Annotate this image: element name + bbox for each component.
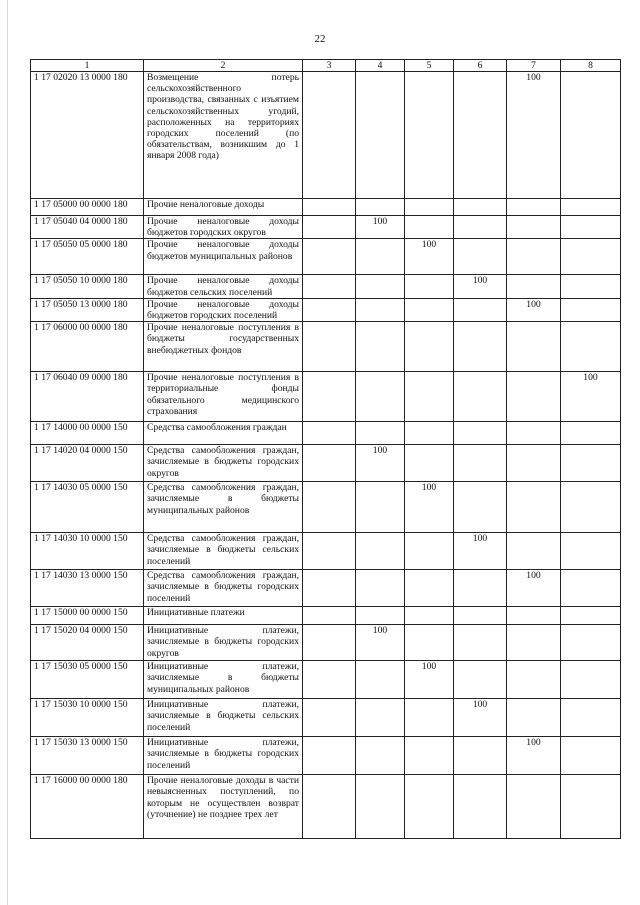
column-header-6: 6 [454,60,507,72]
table-row [31,216,621,239]
value-cell-col-3 [303,570,356,607]
value-cell-col-3 [303,482,356,533]
value-cell-col-5: 100 [405,482,454,533]
table-row [31,570,621,607]
value-cell-col-6 [454,199,507,216]
value-cell-col-6 [454,661,507,699]
column-header-1: 1 [31,60,144,72]
value-cell-col-3 [303,216,356,239]
table-header [31,60,621,72]
income-name-cell: Прочие неналоговые поступления в бюджеты государственных внебюджетных фондов [144,322,303,372]
value-cell-col-3 [303,445,356,482]
value-cell-col-5 [405,372,454,422]
budget-code-cell: 1 17 15030 13 0000 150 [31,737,144,775]
value-cell-col-6 [454,216,507,239]
income-name-cell: Прочие неналоговые доходы бюджетов муниципальных районов [144,239,303,275]
value-cell-col-4 [356,570,405,607]
value-cell-col-6 [454,775,507,839]
value-cell-col-5 [405,533,454,570]
value-cell-col-8 [561,239,621,275]
value-cell-col-4: 100 [356,216,405,239]
income-name-cell: Прочие неналоговые доходы бюджетов сельских поселений [144,275,303,298]
income-name-cell: Средства самообложения граждан, зачисляемые в бюджеты городских поселений [144,570,303,607]
value-cell-col-5 [405,775,454,839]
table-row [31,445,621,482]
budget-code-cell: 1 17 05000 00 0000 180 [31,199,144,216]
value-cell-col-7 [507,482,561,533]
value-cell-col-4 [356,275,405,298]
value-cell-col-8: 100 [561,372,621,422]
table-row [31,737,621,775]
value-cell-col-3 [303,72,356,199]
value-cell-col-5 [405,298,454,321]
budget-code-cell: 1 17 15020 04 0000 150 [31,625,144,661]
value-cell-col-3 [303,298,356,321]
value-cell-col-8 [561,199,621,216]
budget-code-cell: 1 17 05050 05 0000 180 [31,239,144,275]
budget-code-cell: 1 17 05050 13 0000 180 [31,298,144,321]
value-cell-col-4 [356,482,405,533]
value-cell-col-3 [303,199,356,216]
value-cell-col-6 [454,482,507,533]
value-cell-col-8 [561,216,621,239]
budget-code-cell: 1 17 15000 00 0000 150 [31,607,144,625]
table-row [31,775,621,839]
value-cell-col-3 [303,239,356,275]
table-row [31,482,621,533]
value-cell-col-8 [561,661,621,699]
column-header-5: 5 [405,60,454,72]
value-cell-col-7 [507,372,561,422]
income-name-cell: Средства самообложения граждан, зачисляемые в бюджеты городских округов [144,445,303,482]
table-row [31,625,621,661]
table-body [31,72,621,839]
value-cell-col-3 [303,372,356,422]
value-cell-col-6: 100 [454,275,507,298]
value-cell-col-6 [454,445,507,482]
value-cell-col-8 [561,533,621,570]
header-row [31,60,621,72]
budget-code-cell: 1 17 14030 10 0000 150 [31,533,144,570]
table-row [31,607,621,625]
value-cell-col-6: 100 [454,699,507,737]
budget-code-cell: 1 17 06000 00 0000 180 [31,322,144,372]
table-row [31,422,621,445]
table-row [31,661,621,699]
budget-code-cell: 1 17 14030 05 0000 150 [31,482,144,533]
income-name-cell: Возмещение потерь сельскохозяйственного производства, связанных с изъятием сельскохозяйственных угодий, расположенных на территориях городских поселений (по обязательствам, возникшим до 1 января 2008 года) [144,72,303,199]
value-cell-col-4 [356,298,405,321]
column-header-2: 2 [144,60,303,72]
value-cell-col-4 [356,775,405,839]
budget-code-cell: 1 17 02020 13 0000 180 [31,72,144,199]
value-cell-col-5 [405,737,454,775]
table-row [31,699,621,737]
income-name-cell: Инициативные платежи, зачисляемые в бюджеты городских округов [144,625,303,661]
table-row [31,72,621,199]
income-name-cell: Прочие неналоговые поступления в территориальные фонды обязательного медицинского страхования [144,372,303,422]
income-name-cell: Инициативные платежи, зачисляемые в бюджеты сельских поселений [144,699,303,737]
table-row [31,372,621,422]
value-cell-col-6 [454,72,507,199]
value-cell-col-5 [405,216,454,239]
value-cell-col-5 [405,699,454,737]
income-name-cell: Средства самообложения граждан, зачисляемые в бюджеты сельских поселений [144,533,303,570]
value-cell-col-5: 100 [405,661,454,699]
income-name-cell: Прочие неналоговые доходы бюджетов городских поселений [144,298,303,321]
value-cell-col-3 [303,422,356,445]
value-cell-col-4 [356,699,405,737]
value-cell-col-3 [303,737,356,775]
income-name-cell: Инициативные платежи [144,607,303,625]
value-cell-col-8 [561,275,621,298]
value-cell-col-4: 100 [356,445,405,482]
value-cell-col-7 [507,199,561,216]
value-cell-col-8 [561,775,621,839]
income-name-cell: Прочие неналоговые доходы [144,199,303,216]
value-cell-col-5 [405,422,454,445]
value-cell-col-6 [454,322,507,372]
value-cell-col-6 [454,625,507,661]
value-cell-col-4 [356,607,405,625]
value-cell-col-3 [303,699,356,737]
value-cell-col-4 [356,737,405,775]
value-cell-col-8 [561,625,621,661]
value-cell-col-6 [454,570,507,607]
value-cell-col-4 [356,422,405,445]
budget-code-cell: 1 17 05050 10 0000 180 [31,275,144,298]
table-row [31,322,621,372]
value-cell-col-6: 100 [454,533,507,570]
value-cell-col-7 [507,422,561,445]
value-cell-col-7 [507,322,561,372]
table-row [31,275,621,298]
value-cell-col-7 [507,699,561,737]
value-cell-col-7: 100 [507,298,561,321]
value-cell-col-6 [454,372,507,422]
value-cell-col-4 [356,533,405,570]
value-cell-col-5 [405,199,454,216]
value-cell-col-4 [356,661,405,699]
column-header-8: 8 [561,60,621,72]
value-cell-col-7: 100 [507,737,561,775]
income-name-cell: Инициативные платежи, зачисляемые в бюджеты муниципальных районов [144,661,303,699]
value-cell-col-3 [303,533,356,570]
value-cell-col-7 [507,239,561,275]
value-cell-col-5 [405,72,454,199]
value-cell-col-8 [561,445,621,482]
table-row [31,533,621,570]
value-cell-col-6 [454,298,507,321]
value-cell-col-7 [507,216,561,239]
value-cell-col-3 [303,322,356,372]
income-name-cell: Инициативные платежи, зачисляемые в бюджеты городских поселений [144,737,303,775]
value-cell-col-8 [561,737,621,775]
budget-code-cell: 1 17 14020 04 0000 150 [31,445,144,482]
value-cell-col-4 [356,322,405,372]
value-cell-col-3 [303,625,356,661]
value-cell-col-4 [356,372,405,422]
value-cell-col-3 [303,275,356,298]
value-cell-col-8 [561,298,621,321]
value-cell-col-4 [356,199,405,216]
value-cell-col-5 [405,625,454,661]
budget-code-cell: 1 17 16000 00 0000 180 [31,775,144,839]
value-cell-col-8 [561,422,621,445]
table-row [31,239,621,275]
value-cell-col-5 [405,570,454,607]
value-cell-col-5 [405,275,454,298]
value-cell-col-3 [303,661,356,699]
table-row [31,298,621,321]
value-cell-col-6 [454,239,507,275]
income-name-cell: Средства самообложения граждан, зачисляемые в бюджеты муниципальных районов [144,482,303,533]
budget-code-cell: 1 17 06040 09 0000 180 [31,372,144,422]
value-cell-col-7 [507,533,561,570]
value-cell-col-6 [454,737,507,775]
value-cell-col-5: 100 [405,239,454,275]
value-cell-col-7: 100 [507,570,561,607]
value-cell-col-4 [356,239,405,275]
value-cell-col-7 [507,607,561,625]
column-header-4: 4 [356,60,405,72]
value-cell-col-4: 100 [356,625,405,661]
value-cell-col-5 [405,445,454,482]
budget-code-cell: 1 17 15030 05 0000 150 [31,661,144,699]
value-cell-col-5 [405,607,454,625]
value-cell-col-8 [561,72,621,199]
value-cell-col-6 [454,422,507,445]
value-cell-col-7: 100 [507,72,561,199]
budget-classification-table [30,59,621,839]
column-header-7: 7 [507,60,561,72]
page-number: 22 [314,33,326,45]
income-name-cell: Прочие неналоговые доходы бюджетов городских округов [144,216,303,239]
budget-code-cell: 1 17 14000 00 0000 150 [31,422,144,445]
value-cell-col-6 [454,607,507,625]
value-cell-col-3 [303,607,356,625]
value-cell-col-7 [507,661,561,699]
income-name-cell: Прочие неналоговые доходы в части невыясненных поступлений, по которым не осуществлен возврат (уточнение) не позднее трех лет [144,775,303,839]
value-cell-col-8 [561,322,621,372]
value-cell-col-7 [507,625,561,661]
value-cell-col-8 [561,482,621,533]
value-cell-col-4 [356,72,405,199]
column-header-3: 3 [303,60,356,72]
value-cell-col-8 [561,570,621,607]
value-cell-col-5 [405,322,454,372]
value-cell-col-3 [303,775,356,839]
value-cell-col-7 [507,445,561,482]
income-name-cell: Средства самообложения граждан [144,422,303,445]
table-row [31,199,621,216]
value-cell-col-7 [507,775,561,839]
value-cell-col-8 [561,607,621,625]
page-edge-line [7,0,8,905]
budget-code-cell: 1 17 14030 13 0000 150 [31,570,144,607]
value-cell-col-7 [507,275,561,298]
value-cell-col-8 [561,699,621,737]
budget-code-cell: 1 17 15030 10 0000 150 [31,699,144,737]
budget-code-cell: 1 17 05040 04 0000 180 [31,216,144,239]
